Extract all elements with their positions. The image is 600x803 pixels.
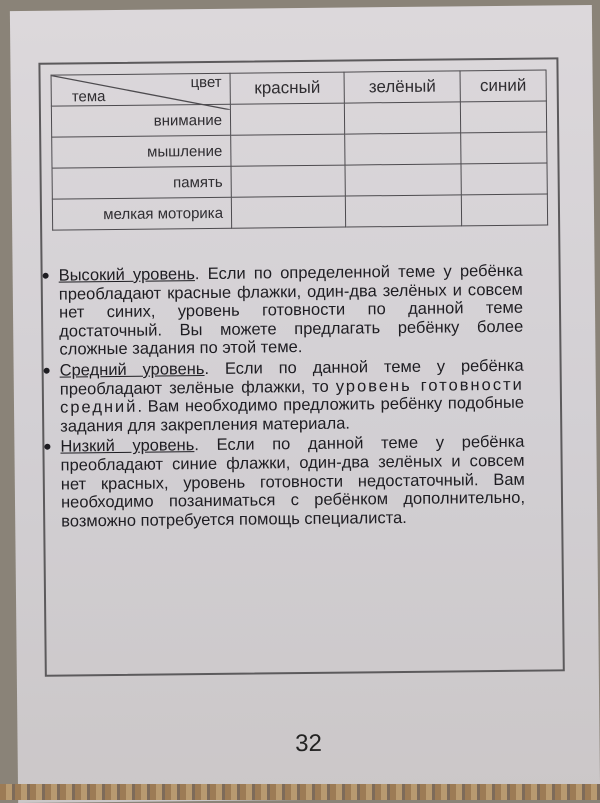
table-cell [461, 132, 547, 164]
level-text-medium-a: . Если по данной теме у ребёнка преобладают зелёные флажки, то [60, 357, 524, 398]
column-header-red: красный [230, 72, 345, 104]
table-cell [231, 134, 346, 166]
table-cell [346, 195, 462, 227]
row-header-fine-motor: мелкая моторика [52, 197, 231, 230]
level-title-low: Низкий уровень [60, 437, 194, 456]
column-header-green: зелёный [344, 71, 460, 103]
column-header-blue: синий [460, 70, 546, 102]
list-item-low-level [44, 433, 525, 531]
header-color-label: цвет [190, 74, 221, 91]
table-cell [461, 194, 547, 226]
level-text-medium-spaced: уровень готовности средний [60, 375, 524, 416]
table-cell [345, 102, 461, 134]
assessment-table [51, 69, 549, 230]
table-cell [345, 133, 461, 165]
book-page [10, 5, 600, 803]
level-descriptions [43, 262, 526, 533]
level-text-low: . Если по данной теме у ребёнка преобладают синие флажки, один-два зелёных и совсем нет красных, уровень готовности недостаточный. Вам необходимо позаниматься с ребёнком дополнительно, возможно потребуется помощь специалиста. [61, 433, 526, 530]
bullet-icon [44, 444, 50, 450]
table-cell [460, 101, 546, 133]
list-item-high-level [43, 262, 524, 360]
table-cell [231, 196, 346, 228]
row-header-thinking: мышление [52, 135, 231, 168]
level-text-medium-b: . Вам необходимо предложить ребёнку подобные задания для закрепления материала. [60, 394, 524, 435]
row-header-attention: внимание [51, 104, 230, 137]
level-title-high: Высокий уровень [59, 265, 195, 284]
bullet-icon [43, 273, 49, 279]
header-topic-label: тема [72, 88, 106, 105]
diagonal-header-cell [51, 73, 230, 106]
table-row [52, 132, 547, 168]
table-row [52, 194, 547, 230]
level-title-medium: Средний уровень [60, 360, 205, 380]
bullet-icon [44, 368, 50, 374]
level-text-high: . Если по определенной теме у ребёнка преобладают красные флажки, один-два зелёных и совсем нет синих, уровень готовности по данной теме достаточный. Вы можете предлагать ребёнку более сложные задания по этой теме. [59, 262, 524, 359]
table-cell [231, 165, 346, 197]
table-cell [230, 103, 345, 135]
table-header-row [51, 70, 546, 106]
table-row [52, 163, 547, 199]
page-number: 32 [17, 727, 599, 761]
list-item-medium-level [44, 357, 525, 436]
table-cell [345, 164, 461, 196]
tablecloth-edge [0, 784, 600, 800]
table-cell [461, 163, 547, 195]
row-header-memory: память [52, 166, 231, 199]
